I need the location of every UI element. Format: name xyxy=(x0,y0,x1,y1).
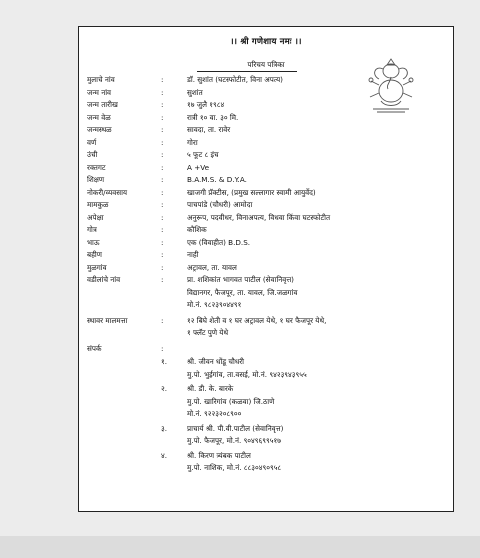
field-label: मामकुळ xyxy=(87,200,109,209)
field-value: सुशांत xyxy=(187,87,203,97)
father-line: प्रा. शशिकांत भागवत पाटील (सेवानिवृत्त) xyxy=(187,275,294,284)
field-value: B.A.M.S. & D.Y.A. xyxy=(187,175,247,184)
ganesha-icon xyxy=(361,55,421,115)
field-colon: : xyxy=(161,125,164,134)
field-label: मुळगांव xyxy=(87,262,107,272)
field-value: A +Ve xyxy=(187,162,210,172)
biodata-page xyxy=(78,26,454,512)
field-label: अपेक्षा xyxy=(87,212,104,222)
screen-bottom-strip xyxy=(0,536,480,558)
father-colon: : xyxy=(161,275,164,284)
field-label: शिक्षण xyxy=(87,175,105,184)
field-colon: : xyxy=(161,75,164,84)
property-colon: : xyxy=(161,315,164,325)
contact-detail: मु.पो. भुईगांव, ता.वसई, मो.नं. ९४२३९४३९५५ xyxy=(187,369,307,379)
field-colon: : xyxy=(161,150,164,159)
field-colon: : xyxy=(161,237,164,247)
contact-number: २. xyxy=(161,384,168,393)
field-label: बहीण xyxy=(87,250,102,259)
field-label: रक्तगट xyxy=(87,162,106,172)
field-colon: : xyxy=(161,137,164,147)
field-colon: : xyxy=(161,112,164,122)
field-colon: : xyxy=(161,175,164,184)
field-colon: : xyxy=(161,250,164,259)
father-line: मो.नं. ९८२३९०४४९१ xyxy=(187,300,242,309)
contact-detail: मु.पो. खारिगांव (कळवा) जि.ठाणे xyxy=(187,396,275,406)
field-label: भाऊ xyxy=(87,237,100,247)
field-colon: : xyxy=(161,225,164,234)
contacts-label: संपर्क xyxy=(87,343,102,353)
contact-name: श्री. किरण त्र्यंबक पाटील xyxy=(187,450,251,460)
father-label: वडीलांचे नांव xyxy=(87,275,121,284)
field-value: १७ जुलै १९८४ xyxy=(187,100,225,109)
property-label: स्थावर मालमत्ता xyxy=(87,315,128,325)
contact-number: ३. xyxy=(161,423,168,433)
property-line: १२ बिघे शेती व १ घर अट्रावल येथे, १ घर फैजपूर येथे, xyxy=(187,315,327,325)
field-colon: : xyxy=(161,87,164,97)
field-colon: : xyxy=(161,200,164,209)
field-label: गोत्र xyxy=(87,225,97,234)
field-value: पाचपांडे (चौधरी) आमोदा xyxy=(187,200,253,209)
field-value: रात्री १० वा. ३० मि. xyxy=(187,112,239,122)
field-value: अट्रावल, ता. यावल xyxy=(187,262,237,272)
field-colon: : xyxy=(161,162,164,172)
field-label: जन्म वेळ xyxy=(87,112,111,122)
contact-number: १. xyxy=(161,357,168,366)
invocation-header: ।। श्री गणेशाय नमः ।। xyxy=(230,37,302,47)
field-label: नोकरी/व्यवसाय xyxy=(87,187,128,197)
contact-name: प्राचार्य श्री. पी.वी.पाटील (सेवानिवृत्त) xyxy=(187,423,284,433)
document-title: परिचय पत्रिका xyxy=(247,60,285,69)
field-colon: : xyxy=(161,187,164,197)
field-label: जन्म तारीख xyxy=(87,100,118,109)
field-label: जन्मस्थळ xyxy=(87,125,112,134)
title-underline xyxy=(197,71,297,72)
field-colon: : xyxy=(161,262,164,272)
father-line: विद्यानगर, फैजपूर, ता. यावल, जि.जळगांव xyxy=(187,287,298,297)
field-value: खाजगी प्रॅक्टीस, (प्रमुख सल्लागार स्वामी आयुर्वेद) xyxy=(187,187,316,197)
contacts-colon: : xyxy=(161,343,164,353)
contact-name: श्री. डी. के. बारके xyxy=(187,384,234,393)
field-label: मुलाचे नांव xyxy=(87,75,115,84)
contact-detail: मु.पो. फैजपूर, मो.नं. ९०४९६९९५१७ xyxy=(187,436,281,445)
field-value: एक (विवाहीत) B.D.S. xyxy=(187,237,251,247)
field-value: सावदा, ता. रावेर xyxy=(187,125,231,134)
field-value: नाही xyxy=(187,250,199,259)
field-colon: : xyxy=(161,212,164,222)
field-value: डॉ. सुशांत (घटस्फोटीत, विना अपत्य) xyxy=(187,75,283,84)
field-colon: : xyxy=(161,100,164,109)
contact-extra: मो.नं. ९२२३२०८९०० xyxy=(187,409,242,418)
field-label: उंची xyxy=(87,150,98,159)
field-value: गोरा xyxy=(187,137,198,147)
contact-number: ४. xyxy=(161,450,168,460)
contact-detail: मु.पो. नाशिक, मो.नं. ८८३०४९०९५८ xyxy=(187,463,282,472)
field-label: वर्ण xyxy=(87,137,97,147)
field-label: जन्म नांव xyxy=(87,87,112,97)
contact-name: श्री. जीवन धोंडू चौधरी xyxy=(187,357,245,366)
property-line: १ फ्लॅट पुणे येथे xyxy=(187,328,229,337)
field-value: कौशिक xyxy=(187,225,207,234)
field-value: अनुरूप, पदवीधर, विनाअपत्य, विधवा किंवा घटस्फोटीत xyxy=(187,212,331,222)
field-value: ५ फूट ८ इंच xyxy=(187,150,219,159)
